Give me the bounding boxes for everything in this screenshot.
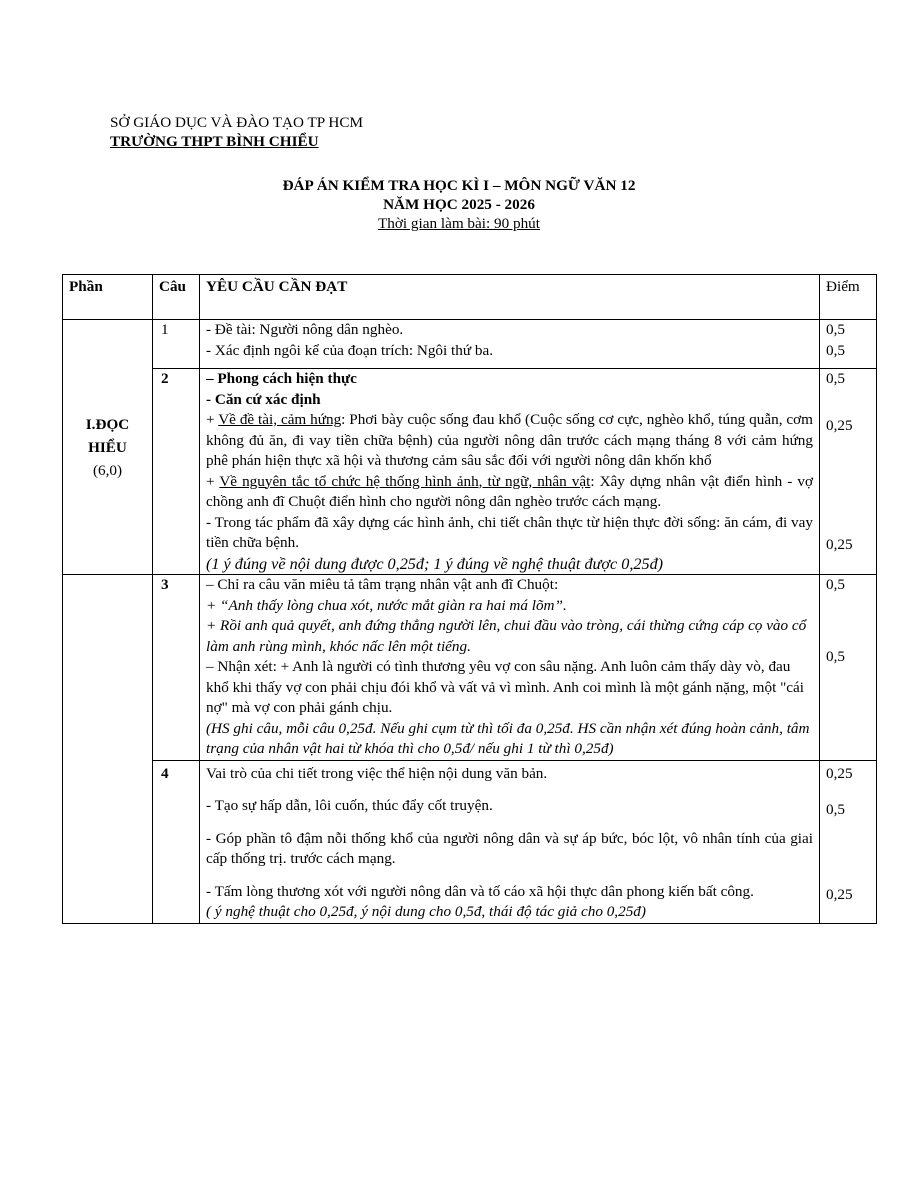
document-title: ĐÁP ÁN KIỂM TRA HỌC KÌ I – MÔN NGỮ VĂN 12 — [282, 177, 636, 194]
q1-line-2: - Xác định ngôi kể của đoạn trích: Ngôi thứ ba. — [206, 341, 494, 359]
q3-score-2: 0,5 — [826, 647, 845, 665]
q2-basis: - Căn cứ xác định — [206, 390, 321, 408]
q4-scores — [820, 760, 877, 923]
q3-scores — [820, 575, 877, 761]
school-name: TRƯỜNG THPT BÌNH CHIỂU — [110, 133, 319, 150]
q1-scores — [820, 320, 877, 369]
section-empty-cell — [63, 575, 153, 924]
q4-line-2: - Tạo sự hấp dẫn, lôi cuốn, thúc đẩy cốt truyện. — [206, 797, 493, 814]
section-reading-comprehension — [63, 320, 153, 575]
q3-line-1: – Chỉ ra câu văn miêu tả tâm trạng nhân vật anh đĩ Chuột: — [206, 576, 559, 593]
answer-key-table — [62, 274, 877, 924]
q4-score-1: 0,25 — [826, 764, 853, 782]
department-name: SỞ GIÁO DỤC VÀ ĐÀO TẠO TP HCM — [110, 114, 364, 131]
table-header-row — [63, 275, 877, 320]
exam-duration: Thời gian làm bài: 90 phút — [378, 215, 540, 232]
q2-scores — [820, 369, 877, 575]
q4-content — [200, 760, 820, 923]
q4-line-3: - Góp phần tô đậm nỗi thống khổ của người nông dân và sự áp bức, bóc lột, vô nhân tính của giai cấp thống trị. trước cách mạng. — [206, 829, 813, 867]
table-row-q1 — [63, 320, 877, 369]
header-score: Điểm — [820, 275, 877, 320]
table-row-q2 — [63, 369, 877, 575]
q2-score-1: 0,5 — [826, 370, 845, 387]
q3-line-4: – Nhận xét: + Anh là người có tình thương yêu vợ con sâu nặng. Anh luôn cảm thấy dày vò, đau khổ khi thấy vợ con phải chịu đói khổ và vất vả vì mình. Anh coi mình là một gánh nặng, một "cái nợ" mà vợ con phải gánh chịu. — [206, 658, 805, 716]
question-number: 3 — [153, 575, 200, 761]
q1-score-2: 0,5 — [826, 341, 845, 359]
header-question: Câu — [153, 275, 200, 320]
section-name-line2: HIỂU — [88, 438, 127, 456]
q2-scoring-note: (1 ý đúng về nội dung được 0,25đ; 1 ý đúng về nghệ thuật được 0,25đ) — [206, 554, 664, 573]
q1-content — [200, 320, 820, 369]
q2-point-3: - Trong tác phẩm đã xây dựng các hình ảnh, chi tiết chân thực từ hiện thực đời sống: ăn cám, đi vay tiền chữa bệnh. — [206, 513, 813, 551]
q3-score-1: 0,5 — [826, 576, 845, 593]
q4-line-1: Vai trò của chi tiết trong việc thể hiện nội dung văn bản. — [206, 764, 548, 782]
question-number: 2 — [153, 369, 200, 575]
q4-line-4: - Tấm lòng thương xót với người nông dân và tố cáo xã hội thực dân phong kiến bất công. — [206, 882, 754, 900]
header-requirement: YÊU CẦU CẦN ĐẠT — [200, 275, 820, 320]
q2-score-2: 0,25 — [826, 416, 853, 434]
question-number: 1 — [153, 320, 200, 369]
q4-score-3: 0,25 — [826, 885, 853, 903]
table-row-q4 — [63, 760, 877, 923]
q2-style: – Phong cách hiện thực — [206, 370, 357, 387]
q3-line-2: + “Anh thấy lòng chua xót, nước mắt giàn ra hai má lõm”. — [206, 596, 567, 614]
q1-line-1: - Đề tài: Người nông dân nghèo. — [206, 321, 404, 338]
q2-content — [200, 369, 820, 575]
q3-scoring-note: (HS ghi câu, mỗi câu 0,25đ. Nếu ghi cụm từ thì tối đa 0,25đ. HS cần nhận xét đúng hoàn cảnh, tâm trạng của nhân vật hai từ khóa thì cho 0,5đ/ nếu ghi 1 từ thì 0,25đ) — [206, 719, 810, 757]
school-year: NĂM HỌC 2025 - 2026 — [383, 196, 535, 213]
section-points: (6,0) — [92, 461, 123, 479]
table-row-q3 — [63, 575, 877, 761]
question-number: 4 — [153, 760, 200, 923]
q2-score-3: 0,25 — [826, 536, 853, 553]
q3-content — [200, 575, 820, 761]
section-name-line1: I.ĐỌC — [85, 415, 130, 433]
q4-score-2: 0,5 — [826, 801, 845, 818]
q3-line-3: + Rồi anh quả quyết, anh đứng thẳng người lên, chui đầu vào tròng, cái thừng cứng cáp cọ vào cổ làm anh rùng mình, khóc nấc lên một tiếng. — [206, 617, 807, 655]
q1-score-1: 0,5 — [826, 321, 845, 338]
q2-point-2: + Về nguyên tắc tổ chức hệ thống hình ảnh, từ ngữ, nhân vật: Xây dựng nhân vật điển hình - vợ chồng anh đĩ Chuột điển hình cho người nông dân nghèo trước cách mạng. — [206, 472, 814, 510]
q2-point-1: + Về đề tài, cảm hứng: Phơi bày cuộc sống đau khổ (Cuộc sống cơ cực, nghèo khổ, túng quẫn, cơm không đủ ăn, đi vay tiền chữa bệnh) của người nông dân trước cách mạng tháng 8 với cảm hứng phê phán hiện thực xã hội và thương cảm sâu sắc đối với người nông dân khốn khổ — [206, 411, 813, 469]
header-part: Phần — [63, 275, 153, 320]
q4-scoring-note: ( ý nghệ thuật cho 0,25đ, ý nội dung cho 0,5đ, thái độ tác giả cho 0,25đ) — [206, 903, 646, 920]
